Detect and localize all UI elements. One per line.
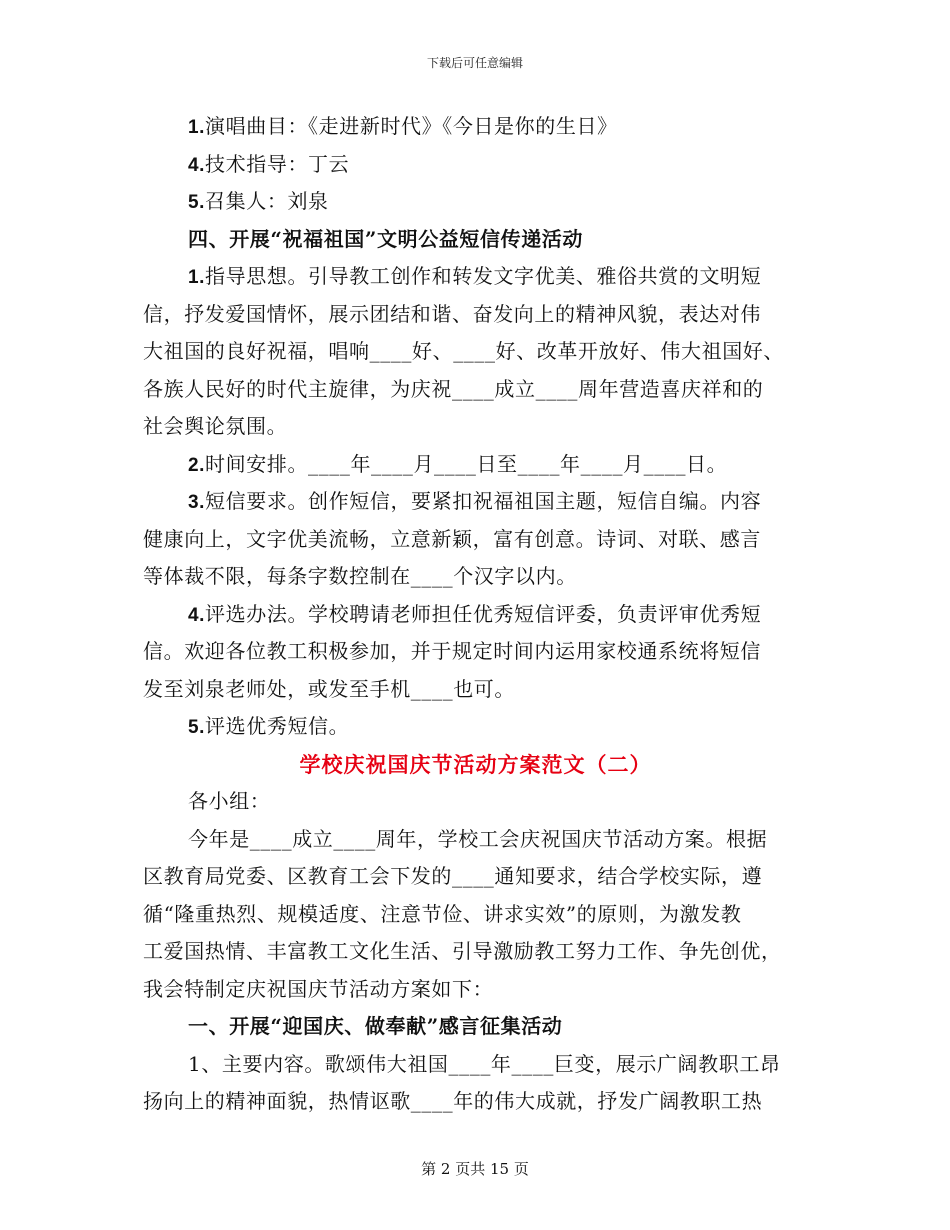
- paragraph-line: 社会舆论氛围。: [143, 414, 288, 438]
- paragraph-line: 等体裁不限，每条字数控制在____个汉字以内。: [143, 564, 577, 588]
- item-number: 5.: [188, 192, 206, 213]
- paragraph-line: 发至刘泉老师处，或发至手机____也可。: [143, 676, 515, 701]
- paragraph-line: [143, 596, 808, 634]
- line-text: 演唱曲目：《走进新时代》《今日是你的生日》: [205, 114, 618, 138]
- paragraph-line: 大祖国的良好祝福，唱响____好、____好、改革开放好、伟大祖国好、: [143, 339, 784, 363]
- line-text: 召集人：刘泉: [205, 189, 329, 213]
- paragraph-line: 1、主要内容。歌颂伟大祖国____年____巨变，展示广阔教职工昂: [188, 1051, 781, 1076]
- item-number: 4.: [188, 604, 206, 626]
- line-text: 短信要求。创作短信，要紧扣祝福祖国主题，短信自编。内容: [205, 489, 762, 513]
- salutation: 各小组：: [188, 789, 271, 813]
- line-text: 评选办法。学校聘请老师担任优秀短信评委，负责评审优秀短: [205, 601, 762, 626]
- paragraph-line: [143, 708, 808, 746]
- item-number: 1.: [188, 117, 206, 138]
- section-heading: 一、开展“迎国庆、做奉献”感言征集活动: [188, 1014, 563, 1038]
- paragraph-line: [143, 483, 808, 521]
- line-text: 指导思想。引导教工创作和转发文字优美、雅俗共赏的文明短: [205, 264, 762, 288]
- paragraph-line: 扬向上的精神面貌，热情讴歌____年的伟大成就，抒发广阔教职工热: [143, 1089, 763, 1113]
- paragraph-line: 信。欢迎各位教工积极参加，并于规定时间内运用家校通系统将短信: [143, 639, 761, 663]
- item-number: 1.: [188, 267, 206, 288]
- paragraph-line: 我会特制定庆祝国庆节活动方案如下：: [143, 976, 494, 1001]
- paragraph-line: 循“隆重热烈、规模适度、注意节俭、讲求实效”的原则，为激发教: [143, 901, 742, 926]
- paragraph-line: [143, 146, 808, 184]
- paragraph-line: 各族人民好的时代主旋律，为庆祝____成立____周年营造喜庆祥和的: [143, 376, 764, 401]
- item-number: 5.: [188, 717, 206, 738]
- line-text: 时间安排。____年____月____日至____年____月____日。: [205, 451, 728, 476]
- paragraph-line: [143, 258, 808, 296]
- item-number: 4.: [188, 154, 206, 176]
- paragraph-line: 工爱国热情、丰富教工文化生活、引导激励教工努力工作、争先创优，: [143, 939, 782, 963]
- page-footer: 第 2 页共 15 页: [421, 1160, 529, 1178]
- paragraph-line: [143, 446, 808, 484]
- paragraph-line: 区教育局党委、区教育工会下发的____通知要求，结合学校实际，遵: [143, 864, 763, 888]
- paragraph-line: [143, 183, 808, 221]
- item-number: 2.: [188, 454, 206, 476]
- line-text: 评选优秀短信。: [205, 714, 350, 738]
- item-number: 3.: [188, 492, 206, 513]
- document-body: [143, 108, 808, 1121]
- paragraph-line: 今年是____成立____周年，学校工会庆祝国庆节活动方案。根据: [188, 826, 768, 851]
- paragraph-line: 健康向上，文字优美流畅，立意新颖，富有创意。诗词、对联、感言: [143, 526, 761, 551]
- paragraph-line: 信，抒发爱国情怀，展示团结和谐、奋发向上的精神风貌，表达对伟: [143, 301, 761, 326]
- line-text: 技术指导：丁云: [205, 151, 350, 176]
- section-heading: 四、开展“祝福祖国”文明公益短信传递活动: [188, 226, 584, 251]
- paragraph-line: [143, 108, 808, 146]
- document-title: 学校庆祝国庆节活动方案范文（二）: [299, 751, 652, 777]
- page-header: 下载后可任意编辑: [426, 56, 523, 70]
